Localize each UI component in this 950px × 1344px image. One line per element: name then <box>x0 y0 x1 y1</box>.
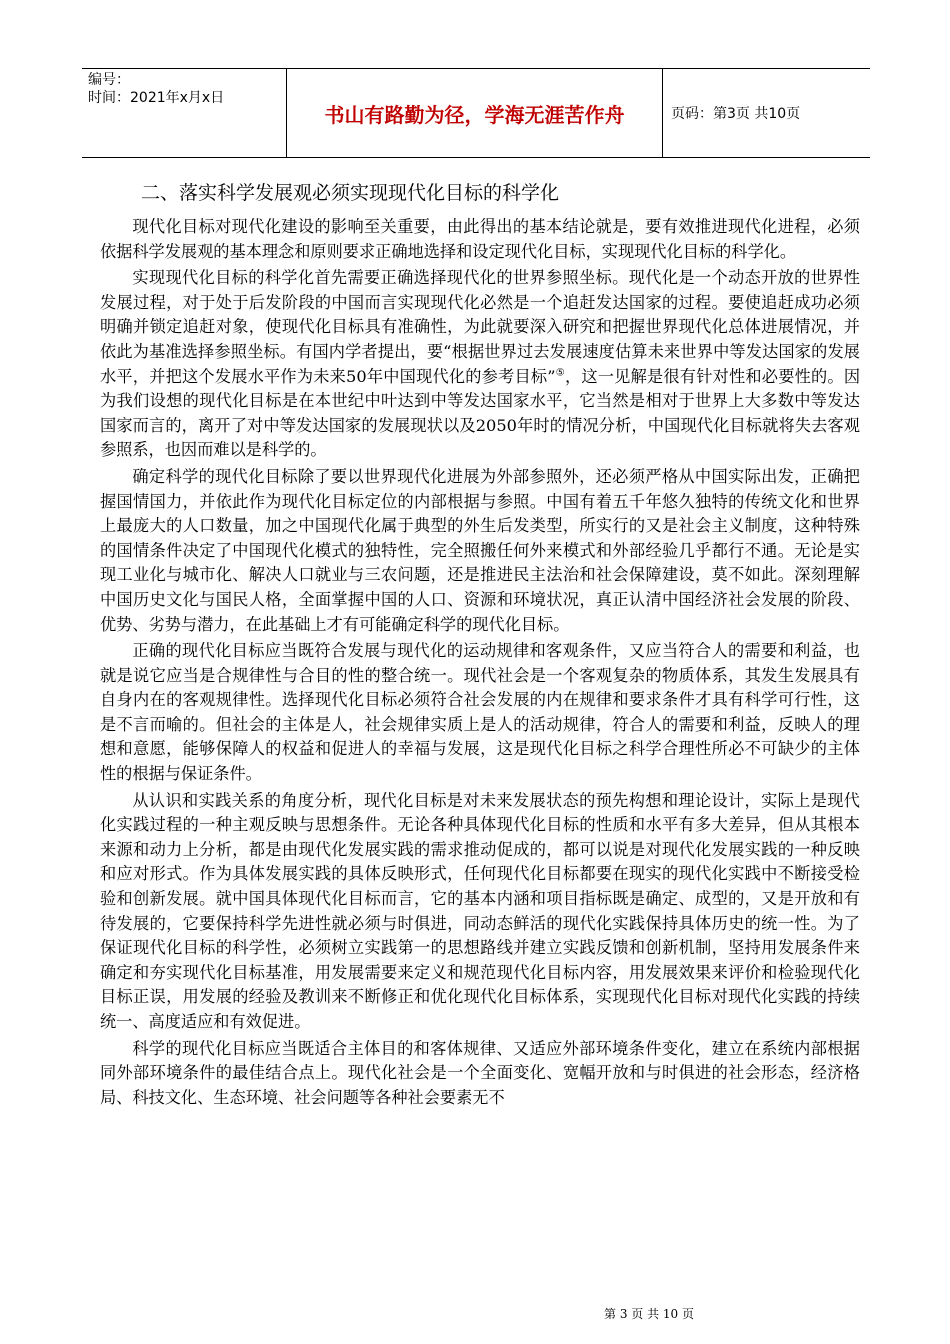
footnote-marker: ⑤ <box>555 367 565 379</box>
header-meta <box>82 69 287 158</box>
paragraph: 从认识和实践关系的角度分析，现代化目标是对未来发展状态的预先构想和理论设计，实际上是现代化实践过程的一种主观反映与思想条件。无论各种具体现代化目标的性质和水平有多大差异，但从其根本来源和动力上分析，都是由现代化发展实践的需求推动促成的，都可以说是对现代化发展实践的一种反映和应对形式。作为具体发展实践的具体反映形式，任何现代化目标都要在现实的现代化实践中不断接受检验和创新发展。就中国具体现代化目标而言，它的基本内涵和项目指标既是确定、成型的，又是开放和有待发展的，它要保持科学先进性就必须与时俱进，同动态鲜活的现代化实践保持具体历史的统一性。为了保证现代化目标的科学性，必须树立实践第一的思想路线并建立实践反馈和创新机制，坚持用发展条件来确定和夯实现代化目标基准，用发展需要来定义和规范现代化目标内容，用发展效果来评价和检验现代化目标正误，用发展的经验及教训来不断修正和优化现代化目标体系，实现现代化目标对现代化实践的持续统一、高度适应和有效促进。 <box>100 790 860 1031</box>
paragraph-text: 实现现代化目标的科学化首先需要正确选择现代化的世界参照坐标。现代化是一个动态开放的世界性发展过程，对于处于后发阶段的中国而言实现现代化必然是一个追赶发达国家的过程。要使追赶成功必须明确并锁定追赶对象，使现代化目标具有准确性，为此就要深入研究和把握世界现代化总体进展情况，并依此为基准选择参照坐标。有国内学者提出，要“根据世界过去发展速度估算未来世界中等发达国家的发展水平，并把这个发展水平作为未来50年中国现代化的参考目标” <box>100 268 860 386</box>
header-page-info: 页码：第3页 共10页 <box>663 69 871 158</box>
document-time-label: 时间：2021年x月x日 <box>88 90 225 106</box>
paragraph <box>100 266 860 463</box>
section-title: 二、落实科学发展观必须实现现代化目标的科学化 <box>141 182 560 204</box>
document-number-label: 编号： <box>88 72 130 88</box>
paragraph: 科学的现代化目标应当既适合主体目的和客体规律、又适应外部环境条件变化，建立在系统内部根据同外部环境条件的最佳结合点上。现代化社会是一个全面变化、宽幅开放和与时俱进的社会形态，经济格局、科技文化、生态环境、社会问题等各种社会要素无不 <box>100 1038 860 1107</box>
document-header <box>82 68 870 158</box>
body-text <box>100 215 860 1112</box>
page-footer: 第 3 页 共 10 页 <box>604 1307 694 1321</box>
header-motto: 书山有路勤为径，学海无涯苦作舟 <box>287 69 663 158</box>
paragraph: 正确的现代化目标应当既符合发展与现代化的运动规律和客观条件，又应当符合人的需要和利益，也就是说它应当是合规律性与合目的性的整合统一。现代社会是一个客观复杂的物质体系，其发生发展具有自身内在的客观规律性。选择现代化目标必须符合社会发展的内在规律和要求条件才具有科学可行性，这是不言而喻的。但社会的主体是人，社会规律实质上是人的活动规律，符合人的需要和利益，反映人的理想和意愿，能够保障人的权益和促进人的幸福与发展，这是现代化目标之科学合理性所必不可缺少的主体性的根据与保证条件。 <box>100 641 860 784</box>
paragraph: 确定科学的现代化目标除了要以世界现代化进展为外部参照外，还必须严格从中国实际出发，正确把握国情国力，并依此作为现代化目标定位的内部根据与参照。中国有着五千年悠久独特的传统文化和世界上最庞大的人口数量，加之中国现代化属于典型的外生后发类型，所实行的又是社会主义制度，这种特殊的国情条件决定了中国现代化模式的独特性，完全照搬任何外来模式和外部经验几乎都行不通。无论是实现工业化与城市化、解决人口就业与三农问题，还是推进民主法治和社会保障建设，莫不如此。深刻理解中国历史文化与国民人格，全面掌握中国的人口、资源和环境状况，真正认清中国经济社会发展的阶段、优势、劣势与潜力，在此基础上才有可能确定科学的现代化目标。 <box>100 466 860 634</box>
paragraph-text: ，这一见解是很有针对性和必要性的。因为我们设想的现代化目标是在本世纪中叶达到中等发达国家水平，它当然是相对于世界上大多数中等发达国家而言的，离开了对中等发达国家的发展现状以及2050年时的情况分析，中国现代化目标就将失去客观参照系，也因而难以是科学的。 <box>100 366 861 460</box>
paragraph: 现代化目标对现代化建设的影响至关重要，由此得出的基本结论就是，要有效推进现代化进程，必须依据科学发展观的基本理念和原则要求正确地选择和设定现代化目标，实现现代化目标的科学化。 <box>100 217 860 261</box>
